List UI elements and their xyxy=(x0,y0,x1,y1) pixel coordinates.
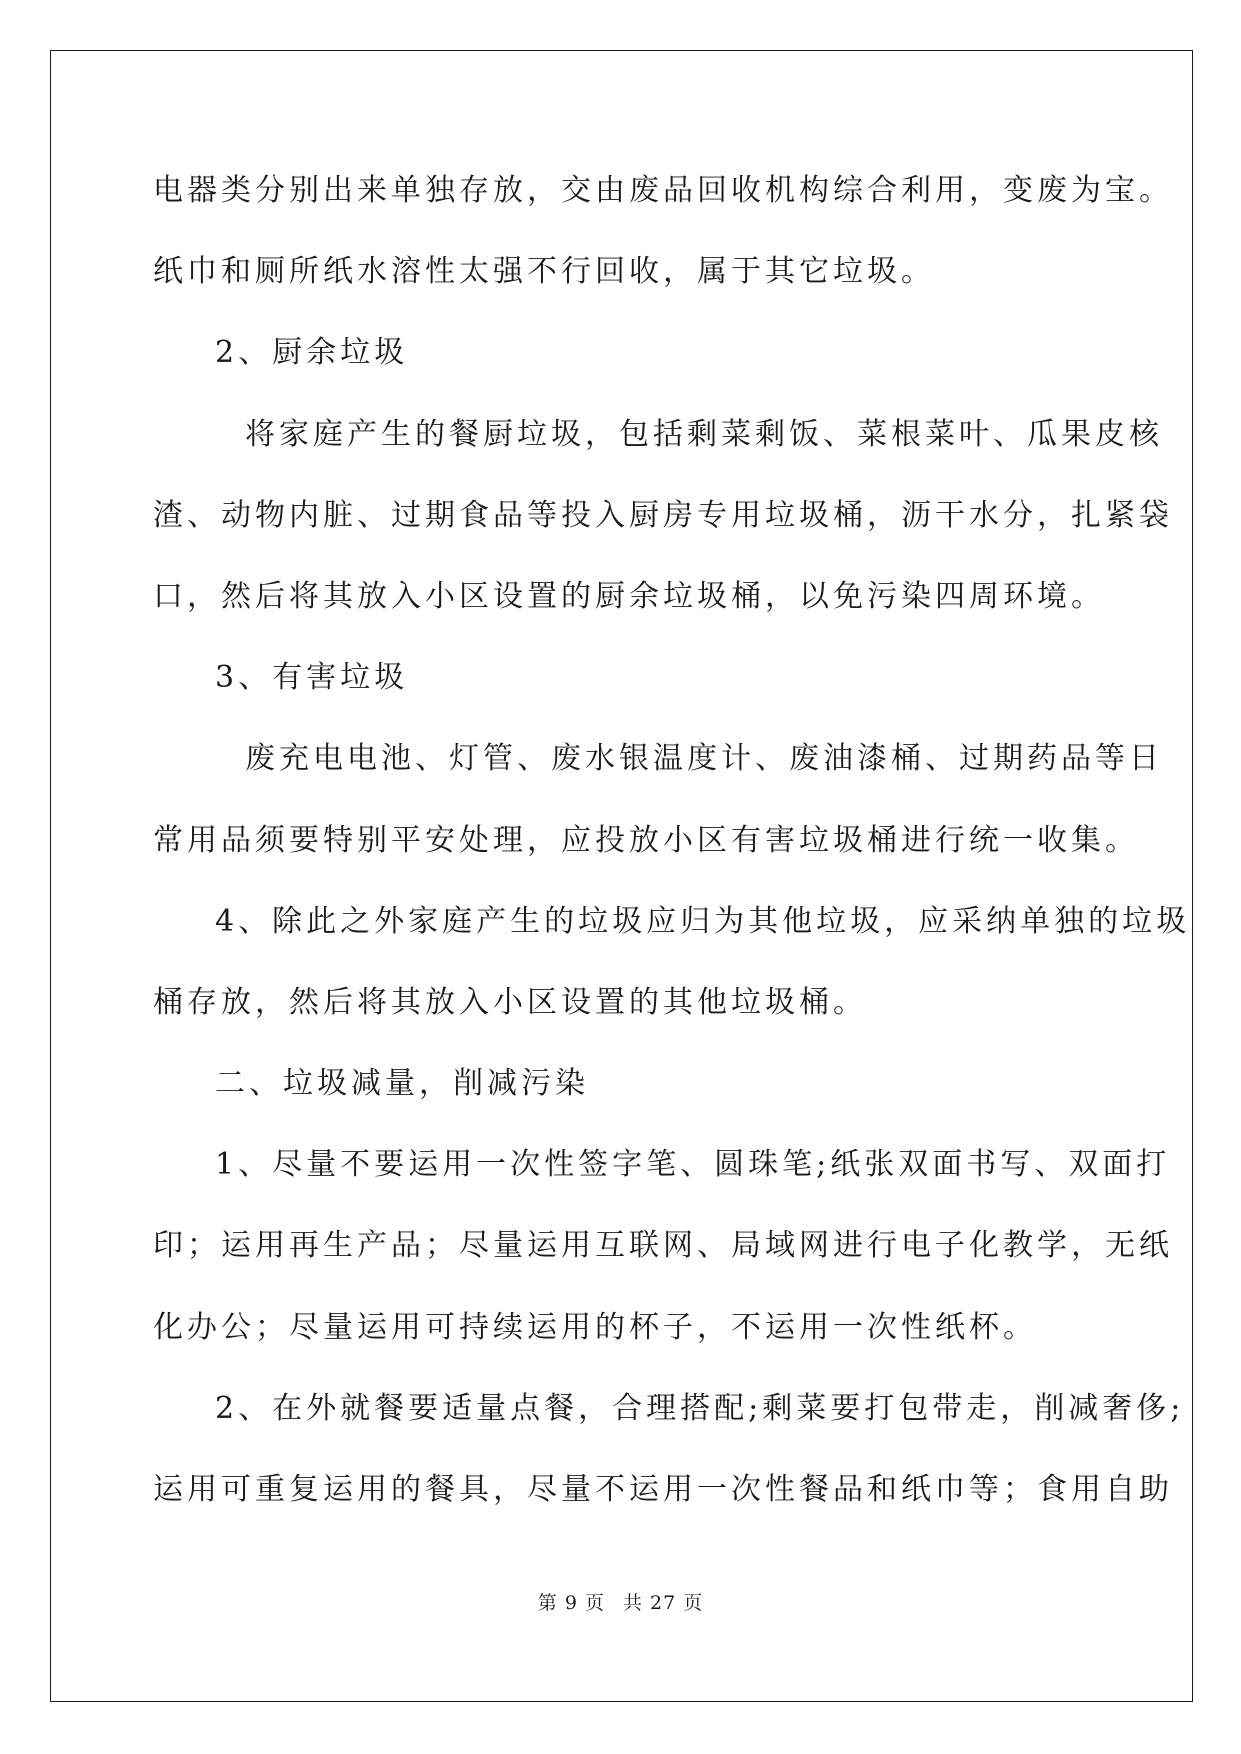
paragraph-line: 将家庭产生的餐厨垃圾，包括剩菜剩饭、菜根菜叶、瓜果皮核 xyxy=(245,416,1163,452)
paragraph-line: 口，然后将其放入小区设置的厨余垃圾桶，以免污染四周环境。 xyxy=(153,578,1105,614)
paragraph-line: 桶存放，然后将其放入小区设置的其他垃圾桶。 xyxy=(153,984,867,1020)
paragraph-line: 2、在外就餐要适量点餐，合理搭配;剩菜要打包带走，削减奢侈; xyxy=(215,1390,1185,1426)
paragraph-line: 4、除此之外家庭产生的垃圾应归为其他垃圾，应采纳单独的垃圾 xyxy=(215,903,1191,939)
section-heading: 3、有害垃圾 xyxy=(215,660,409,696)
paragraph-line: 电器类分别出来单独存放，交由废品回收机构综合利用，变废为宝。 xyxy=(153,173,1173,208)
paragraph-line: 运用可重复运用的餐具，尽量不运用一次性餐品和纸巾等；食用自助 xyxy=(153,1472,1173,1507)
paragraph-line: 化办公；尽量运用可持续运用的杯子，不运用一次性纸杯。 xyxy=(153,1309,1037,1345)
page-total: 共 27 页 xyxy=(622,1592,704,1614)
paragraph-line: 常用品须要特别平安处理，应投放小区有害垃圾桶进行统一收集。 xyxy=(153,822,1139,858)
page-footer xyxy=(0,1588,1241,1615)
page-number: 第 9 页 xyxy=(537,1592,605,1614)
paragraph-line: 废充电电池、灯管、废水银温度计、废油漆桶、过期药品等日 xyxy=(245,741,1163,777)
paragraph-line: 印；运用再生产品；尽量运用互联网、局域网进行电子化教学，无纸 xyxy=(153,1228,1173,1264)
section-heading: 2、厨余垃圾 xyxy=(215,335,409,371)
paragraph-line: 1、尽量不要运用一次性签字笔、圆珠笔;纸张双面书写、双面打 xyxy=(215,1147,1171,1183)
section-heading: 二、垃圾减量，削减污染 xyxy=(215,1066,589,1102)
document-body xyxy=(153,150,1191,1530)
paragraph-line: 渣、动物内脏、过期食品等投入厨房专用垃圾桶，沥干水分，扎紧袋 xyxy=(153,497,1173,533)
paragraph-line: 纸巾和厕所纸水溶性太强不行回收，属于其它垃圾。 xyxy=(153,254,935,290)
